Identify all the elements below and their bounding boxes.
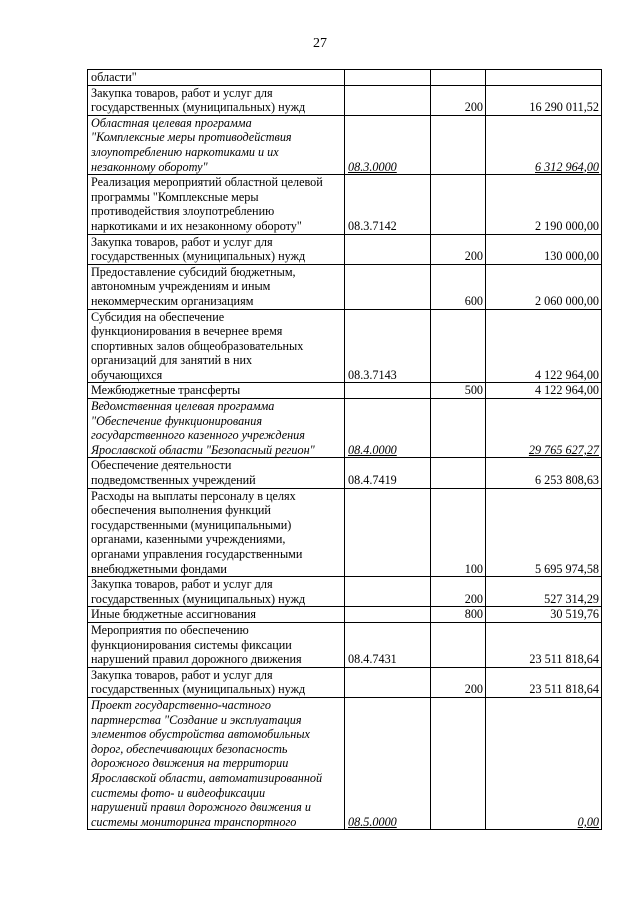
target-article-code-cell: 08.4.7419 — [345, 458, 431, 488]
target-article-code-cell: 08.4.7431 — [345, 622, 431, 667]
amount-cell: 130 000,00 — [486, 234, 602, 264]
expense-name-line: функционирования в вечернее время — [91, 324, 283, 339]
amount-cell: 23 511 818,64 — [486, 622, 602, 667]
expense-name-line: Предоставление субсидий бюджетным, — [91, 264, 296, 279]
expense-name-cell — [88, 264, 345, 309]
target-article-code-cell — [345, 667, 431, 697]
table-row — [88, 70, 602, 86]
expense-name-line: внебюджетными фондами — [91, 561, 227, 576]
amount-cell: 23 511 818,64 — [486, 667, 602, 697]
table-row — [88, 115, 602, 174]
expense-name-line: Проект государственно-частного — [91, 697, 271, 712]
amount-cell: 0,00 — [486, 697, 602, 829]
target-article-code-cell: 08.4.0000 — [345, 399, 431, 458]
target-article-code-cell: 08.5.0000 — [345, 697, 431, 829]
table-row — [88, 488, 602, 577]
expense-type-cell — [431, 458, 486, 488]
expense-name-cell — [88, 607, 345, 623]
expense-name-line: Субсидия на обеспечение — [91, 309, 225, 324]
expense-name-line: органами управления государственными — [91, 547, 303, 561]
table-row — [88, 607, 602, 623]
expense-type-cell — [431, 622, 486, 667]
expense-name-line: Закупка товаров, работ и услуг для — [91, 577, 273, 592]
expense-name-line: злоупотреблению наркотиками и их — [91, 144, 279, 159]
expense-name-line: Обеспечение деятельности — [91, 458, 232, 473]
target-article-code-cell — [345, 234, 431, 264]
expense-name-line: "Обеспечение функционирования — [91, 413, 262, 428]
expense-name-line: обеспечения выполнения функций — [91, 503, 271, 518]
amount-cell: 6 253 808,63 — [486, 458, 602, 488]
amount-cell: 2 060 000,00 — [486, 264, 602, 309]
expense-name-line: подведомственных учреждений — [91, 473, 256, 488]
amount-cell: 6 312 964,00 — [486, 115, 602, 174]
target-article-code-cell — [345, 264, 431, 309]
target-article-code-cell — [345, 70, 431, 86]
table-row — [88, 458, 602, 488]
target-article-code-cell: 08.3.7143 — [345, 309, 431, 383]
amount-cell: 30 519,76 — [486, 607, 602, 623]
expense-name-line: государственными (муниципальными) — [91, 517, 292, 532]
expense-name-line: обучающихся — [91, 367, 163, 382]
target-article-code-cell — [345, 488, 431, 577]
page-number: 27 — [313, 36, 327, 51]
table-row — [88, 85, 602, 115]
budget-table — [87, 69, 602, 830]
expense-type-cell: 500 — [431, 383, 486, 399]
expense-type-cell: 200 — [431, 234, 486, 264]
target-article-code-cell — [345, 383, 431, 399]
table-row — [88, 264, 602, 309]
expense-name-line: некоммерческим организациям — [91, 293, 254, 308]
expense-type-cell — [431, 175, 486, 234]
expense-type-cell — [431, 309, 486, 383]
expense-name-line: Расходы на выплаты персоналу в целях — [91, 488, 296, 503]
expense-name-cell — [88, 175, 345, 234]
expense-name-cell — [88, 70, 345, 86]
expense-name-line: партнерства "Создание и эксплуатация — [91, 712, 302, 727]
expense-name-line: Закупка товаров, работ и услуг для — [91, 234, 273, 249]
expense-type-cell — [431, 399, 486, 458]
expense-name-line: элементов обустройства автомобильных — [91, 727, 310, 742]
target-article-code-cell — [345, 577, 431, 607]
expense-name-line: государственных (муниципальных) нужд — [91, 249, 306, 264]
amount-cell: 5 695 974,58 — [486, 488, 602, 577]
expense-type-cell: 800 — [431, 607, 486, 623]
table-row — [88, 175, 602, 234]
expense-name-line: нарушений правил дорожного движения — [91, 652, 302, 667]
expense-name-cell — [88, 667, 345, 697]
expense-name-cell — [88, 488, 345, 577]
expense-name-line: нарушений правил дорожного движения и — [91, 800, 311, 815]
expense-name-line: спортивных залов общеобразовательных — [91, 338, 304, 353]
amount-cell: 16 290 011,52 — [486, 85, 602, 115]
expense-name-line: Закупка товаров, работ и услуг для — [91, 667, 273, 682]
expense-name-line: области" — [91, 70, 137, 84]
expense-name-line: дорожного движения на территории — [91, 756, 289, 771]
expense-name-line: противодействия злоупотреблению — [91, 204, 275, 219]
expense-name-line: Реализация мероприятий областной целевой — [91, 175, 323, 190]
expense-type-cell: 200 — [431, 85, 486, 115]
expense-name-line: наркотиками и их незаконному обороту" — [91, 218, 302, 233]
expense-type-cell — [431, 70, 486, 86]
table-row — [88, 399, 602, 458]
expense-name-line: органами, казенными учреждениями, — [91, 532, 286, 547]
table-row — [88, 577, 602, 607]
budget-table-body — [88, 70, 602, 830]
expense-type-cell: 600 — [431, 264, 486, 309]
table-row — [88, 667, 602, 697]
expense-name-line: государственного казенного учреждения — [91, 428, 305, 443]
expense-name-line: Ведомственная целевая программа — [91, 399, 275, 414]
expense-name-line: государственных (муниципальных) нужд — [91, 100, 306, 115]
expense-name-cell — [88, 577, 345, 607]
expense-name-line: организаций для занятий в них — [91, 353, 253, 368]
expense-name-line: Мероприятия по обеспечению — [91, 622, 249, 637]
expense-name-line: автономным учреждениям и иным — [91, 279, 271, 294]
table-row — [88, 697, 602, 829]
expense-name-line: системы мониторинга транспортного — [91, 814, 297, 829]
expense-type-cell — [431, 697, 486, 829]
expense-name-line: Иные бюджетные ассигнования — [91, 607, 257, 622]
amount-cell: 527 314,29 — [486, 577, 602, 607]
expense-name-line: системы фото- и видеофиксации — [91, 785, 266, 800]
expense-name-cell — [88, 115, 345, 174]
expense-name-cell — [88, 622, 345, 667]
expense-type-cell — [431, 115, 486, 174]
expense-type-cell: 200 — [431, 667, 486, 697]
table-row — [88, 309, 602, 383]
expense-name-line: Ярославской области "Безопасный регион" — [91, 442, 315, 457]
amount-cell: 4 122 964,00 — [486, 309, 602, 383]
expense-name-cell — [88, 399, 345, 458]
expense-name-line: незаконному обороту" — [91, 159, 208, 174]
expense-name-line: Областная целевая программа — [91, 115, 252, 130]
expense-name-cell — [88, 85, 345, 115]
expense-type-cell: 100 — [431, 488, 486, 577]
expense-name-line: Межбюджетные трансферты — [91, 383, 241, 398]
amount-cell: 2 190 000,00 — [486, 175, 602, 234]
target-article-code-cell — [345, 607, 431, 623]
expense-name-cell — [88, 458, 345, 488]
table-row — [88, 622, 602, 667]
target-article-code-cell — [345, 85, 431, 115]
amount-cell: 4 122 964,00 — [486, 383, 602, 399]
expense-name-line: Ярославской области, автоматизированной — [91, 770, 323, 785]
expense-name-cell — [88, 697, 345, 829]
expense-name-line: государственных (муниципальных) нужд — [91, 682, 306, 697]
expense-name-line: "Комплексные меры противодействия — [91, 130, 292, 145]
expense-name-cell — [88, 383, 345, 399]
expense-name-line: программы "Комплексные меры — [91, 189, 259, 204]
amount-cell: 29 765 627,27 — [486, 399, 602, 458]
table-row — [88, 383, 602, 399]
expense-name-line: функционирования системы фиксации — [91, 637, 292, 652]
expense-name-line: Закупка товаров, работ и услуг для — [91, 85, 273, 100]
amount-cell — [486, 70, 602, 86]
expense-name-line: дорог, обеспечивающих безопасность — [91, 741, 288, 756]
expense-name-cell — [88, 234, 345, 264]
table-row — [88, 234, 602, 264]
expense-name-line: государственных (муниципальных) нужд — [91, 591, 306, 606]
expense-name-cell — [88, 309, 345, 383]
expense-type-cell: 200 — [431, 577, 486, 607]
target-article-code-cell: 08.3.0000 — [345, 115, 431, 174]
target-article-code-cell: 08.3.7142 — [345, 175, 431, 234]
